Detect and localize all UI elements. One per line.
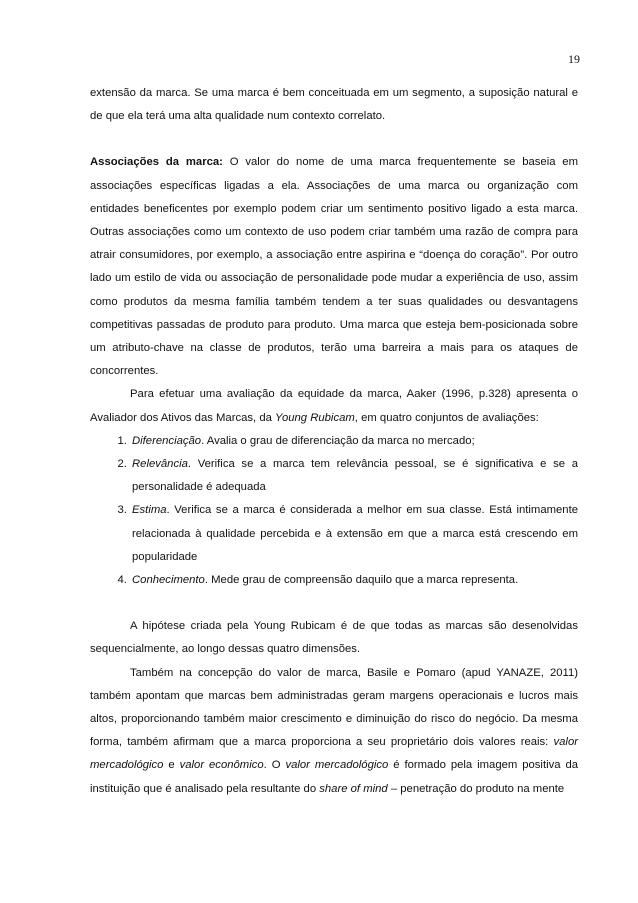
paragraph-text: O valor do nome de uma marca frequentemente se baseia em associações específicas ligadas a ela. Associações de uma marca ou organização com entidades beneficentes por exemplo podem criar um sentimento positivo ligado a esta marca. Outras associações como um contexto de uso podem criar também uma razão de compra para atrair consumidores, por exemplo, a associação entre aspirina e “doença do coração”. Por outro lado um estilo de vida ou associação de personalidade pode mudar a experiência de uso, assim como produtos da mesma família também tendem a ter suas qualidades ou desvantagens competitivas passadas de produto para produto. Uma marca que esteja bem-posicionada sobre um atributo-chave na classe de produtos, terão uma barreira a mais para os ataques de concorrentes. — [90, 156, 578, 378]
paragraph-text: Para efetuar uma avaliação da equidade da marca, Aaker (1996, p.328) apresenta o Avaliador dos Ativos das Marcas, da — [90, 388, 578, 424]
emphasis-text: valor mercadológico — [285, 759, 389, 772]
paragraph-brand-value — [90, 662, 578, 801]
emphasis-text: share of mind — [319, 782, 388, 795]
paragraph-aaker — [90, 383, 578, 429]
paragraph-text: , em quatro conjuntos de avaliações: — [354, 411, 539, 424]
emphasis-text: valor econômico — [179, 759, 264, 772]
paragraph-text: e — [163, 759, 180, 772]
section-heading: Associações da marca: — [90, 156, 223, 169]
list-item-term: Diferenciação — [132, 434, 202, 447]
page-number: 19 — [568, 52, 580, 66]
list-item-text: . Verifica se a marca é considerada a melhor em sua classe. Está intimamente relacionada à qualidade percebida e à extensão em que a marca está crescendo em popularidade — [132, 504, 578, 563]
emphasis-text: Young Rubicam — [275, 411, 355, 424]
list-item — [130, 569, 578, 592]
paragraph-gap — [90, 592, 578, 615]
list-item-term: Relevância — [132, 458, 188, 471]
paragraph-brand-extension: extensão da marca. Se uma marca é bem conceituada em um segmento, a suposição natural e de que ela terá uma alta qualidade num contexto correlato. — [90, 87, 578, 123]
evaluation-list — [90, 430, 578, 592]
list-item-text: . Verifica se a marca tem relevância pessoal, se é significativa e se a personalidade é adequada — [132, 458, 578, 494]
paragraph-text: – penetração do produto na mente — [387, 782, 565, 795]
emphasis-text: valor mercadológico — [90, 736, 578, 772]
list-item-text: . Avalia o grau de diferenciação da marca no mercado; — [201, 434, 475, 447]
list-item — [130, 430, 578, 453]
paragraph-text: é formado pela imagem positiva da instituição que é analisado pela resultante do — [90, 759, 579, 795]
body-text — [90, 82, 578, 801]
list-item-text: . Mede grau de compreensão daquilo que a marca representa. — [204, 574, 519, 587]
list-item — [130, 499, 578, 569]
list-item-term: Conhecimento — [132, 574, 205, 587]
paragraph-text: . O — [263, 759, 286, 772]
paragraph-text: Também na concepção do valor de marca, Basile e Pomaro (apud YANAZE, 2011) também apontam que marcas bem administradas geram margens operacionais e lucros mais altos, proporcionando também maior crescimento e diminuição do risco do negócio. Da mesma forma, também afirmam que a marca proporciona a seu proprietário dois valores reais: — [90, 666, 578, 749]
list-item — [130, 453, 578, 499]
paragraph-brand-associations — [90, 151, 578, 383]
paragraph-hypothesis: A hipótese criada pela Young Rubicam é de que todas as marcas são desenolvidas sequencialmente, ao longo dessas quatro dimensões. — [90, 620, 578, 656]
list-item-term: Estima — [132, 504, 167, 517]
paragraph-gap — [90, 128, 578, 151]
